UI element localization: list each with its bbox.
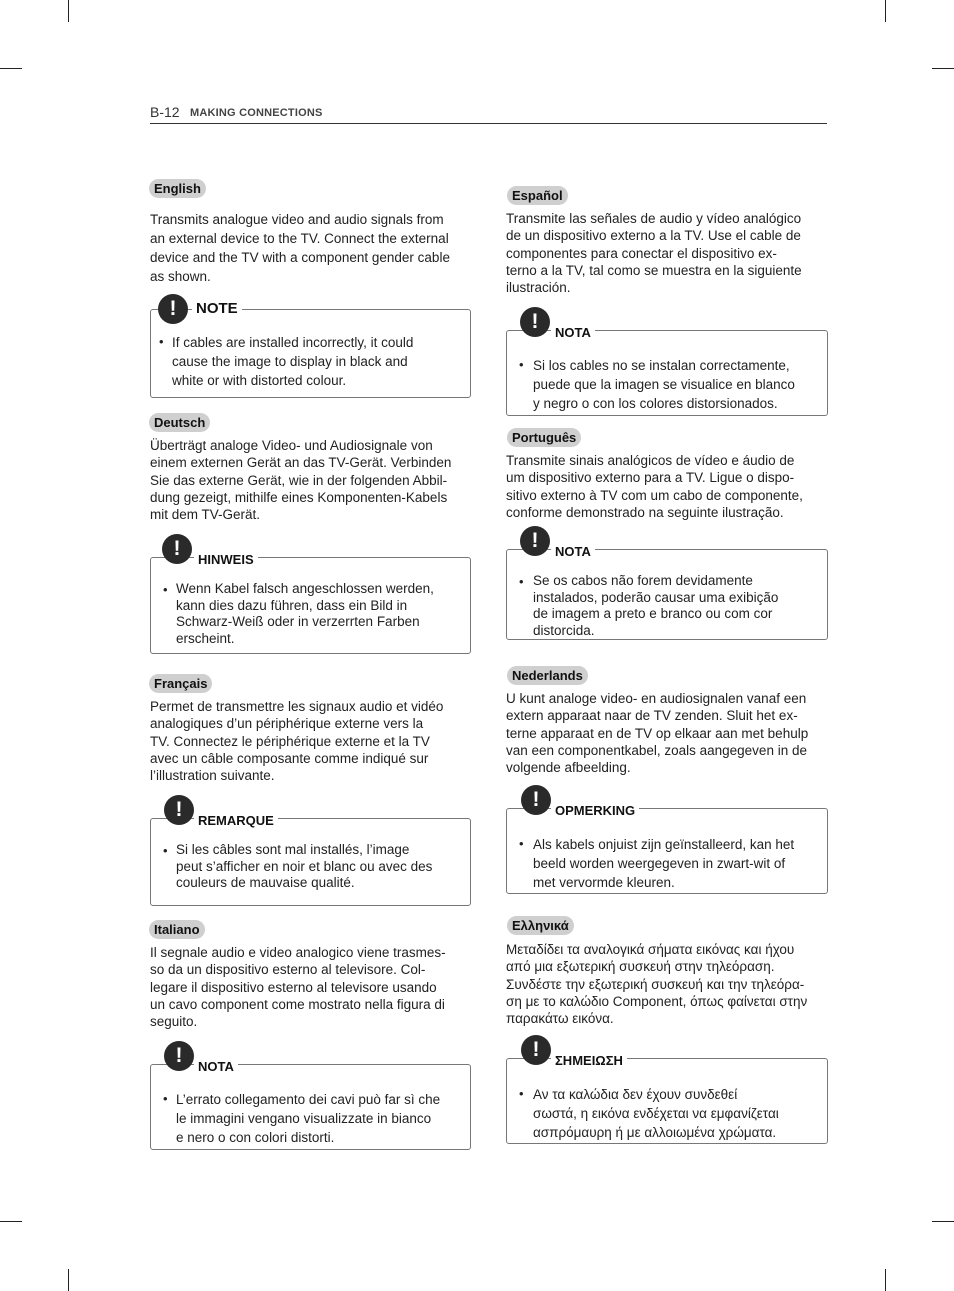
exclamation-icon: ! bbox=[164, 1041, 194, 1071]
page-header bbox=[150, 103, 827, 124]
description-english: Transmits analogue video and audio signals from an external device to the TV. Connect the external device and the TV with a component gender cable as shown. bbox=[150, 212, 450, 284]
note-title-nederlands: OPMERKING bbox=[551, 803, 639, 818]
description-greek: Μεταδίδει τα αναλογικά σήματα εικόνας και ήχου από μια εξωτερική συσκευή στην τηλεόραση. Συνδέστε την εξωτερική συσκευή και την τηλεόρα- ση με το καλώδιο Component, όπως φαίνεται στην παρακάτω εικόνα. bbox=[506, 942, 808, 1027]
bullet: • bbox=[163, 843, 168, 858]
bullet: • bbox=[519, 357, 524, 372]
note-title-english: NOTE bbox=[192, 300, 242, 317]
crop-mark bbox=[0, 68, 22, 69]
note-title-deutsch: HINWEIS bbox=[194, 552, 258, 567]
crop-mark bbox=[68, 0, 69, 22]
note-text-italiano: L’errato collegamento dei cavi può far sì che le immagini vengano visualizzate in bianco e nero o con colori distorti. bbox=[176, 1092, 441, 1145]
note-title-italiano: NOTA bbox=[194, 1059, 238, 1074]
bullet: • bbox=[163, 1091, 168, 1106]
language-label-portugues: Português bbox=[507, 428, 581, 447]
crop-mark bbox=[68, 1269, 69, 1291]
bullet: • bbox=[159, 334, 164, 349]
section-title: MAKING CONNECTIONS bbox=[190, 107, 323, 119]
exclamation-icon: ! bbox=[520, 307, 550, 337]
language-label-francais: Français bbox=[149, 674, 212, 693]
language-label-greek: Ελληνικά bbox=[507, 916, 574, 935]
description-deutsch: Überträgt analoge Video- und Audiosignale von einem externen Gerät an das TV-Gerät. Verbinden Sie das externe Gerät, wie in der folgenden Abbil- dung gezeigt, mithilfe eines Komponenten-Kabels mit dem TV-Gerät. bbox=[150, 438, 452, 523]
description-italiano: Il segnale audio e video analogico viene trasmes- so da un dispositivo esterno al televisore. Col- legare il dispositivo esterno al televisore usando un cavo component come mostrato nella figura di seguito. bbox=[150, 945, 446, 1030]
crop-mark bbox=[885, 1269, 886, 1291]
note-text-espanol: Si los cables no se instalan correctamente, puede que la imagen se visualice en blanco y negro o con los colores distorsionados. bbox=[533, 358, 795, 411]
note-text-deutsch: Wenn Kabel falsch angeschlossen werden, kann dies dazu führen, dass ein Bild in Schwarz-Weiß oder in verzerrten Farben erscheint. bbox=[176, 581, 434, 646]
exclamation-icon: ! bbox=[521, 785, 551, 815]
page-number: B-12 bbox=[150, 104, 180, 120]
crop-mark bbox=[0, 1221, 22, 1222]
language-label-italiano: Italiano bbox=[149, 920, 205, 939]
note-text-nederlands: Als kabels onjuist zijn geïnstalleerd, kan het beeld worden weergegeven in zwart-wit of met vervormde kleuren. bbox=[533, 837, 795, 890]
note-title-francais: REMARQUE bbox=[194, 813, 278, 828]
language-label-nederlands: Nederlands bbox=[507, 666, 588, 685]
note-text-english: If cables are installed incorrectly, it could cause the image to display in black and white or with distorted colour. bbox=[172, 335, 414, 388]
description-portugues: Transmite sinais analógicos de vídeo e áudio de um dispositivo externo para a TV. Ligue o dispo- sitivo externo à TV com um cabo de componente, conforme demonstrado na seguinte ilustração. bbox=[506, 453, 803, 520]
crop-mark bbox=[932, 1221, 954, 1222]
crop-mark bbox=[932, 68, 954, 69]
exclamation-icon: ! bbox=[164, 795, 194, 825]
language-label-english: English bbox=[149, 179, 206, 198]
description-francais: Permet de transmettre les signaux audio et vidéo analogiques d’un périphérique externe vers la TV. Connectez le périphérique externe et la TV avec un câble composante comme indiqué sur l’illustration suivante. bbox=[150, 699, 444, 784]
language-label-espanol: Español bbox=[507, 186, 568, 205]
description-espanol: Transmite las señales de audio y vídeo analógico de un dispositivo externo a la TV. Use el cable de componentes para conectar el dispositivo ex- terno a la TV, tal como se muestra en la siguiente ilustración. bbox=[506, 211, 802, 296]
crop-mark bbox=[885, 0, 886, 22]
note-text-francais: Si les câbles sont mal installés, l’image peut s’afficher en noir et blanc ou avec des couleurs de mauvaise qualité. bbox=[176, 842, 433, 890]
bullet: • bbox=[519, 1086, 524, 1101]
note-title-greek: ΣΗΜΕΙΩΣΗ bbox=[551, 1053, 627, 1068]
note-text-greek: Αν τα καλώδια δεν έχουν συνδεθεί σωστά, η εικόνα ενδέχεται να εμφανίζεται ασπρόμαυρη ή με αλλοιωμένα χρώματα. bbox=[533, 1087, 779, 1140]
exclamation-icon: ! bbox=[162, 534, 192, 564]
bullet: • bbox=[163, 582, 168, 597]
exclamation-icon: ! bbox=[520, 526, 550, 556]
exclamation-icon: ! bbox=[158, 294, 188, 324]
note-title-espanol: NOTA bbox=[551, 325, 595, 340]
note-text-portugues: Se os cabos não forem devidamente instalados, poderão causar uma exibição de imagem a preto e branco ou com cor distorcida. bbox=[533, 573, 779, 638]
exclamation-icon: ! bbox=[521, 1035, 551, 1065]
description-nederlands: U kunt analoge video- en audiosignalen vanaf een extern apparaat naar de TV zenden. Sluit het ex- terne apparaat en de TV op elkaar aan met behulp van een componentkabel, zoals aangegeven in de volgende afbeelding. bbox=[506, 691, 809, 776]
note-title-portugues: NOTA bbox=[551, 544, 595, 559]
bullet: • bbox=[519, 574, 524, 589]
bullet: • bbox=[519, 836, 524, 851]
language-label-deutsch: Deutsch bbox=[149, 413, 210, 432]
